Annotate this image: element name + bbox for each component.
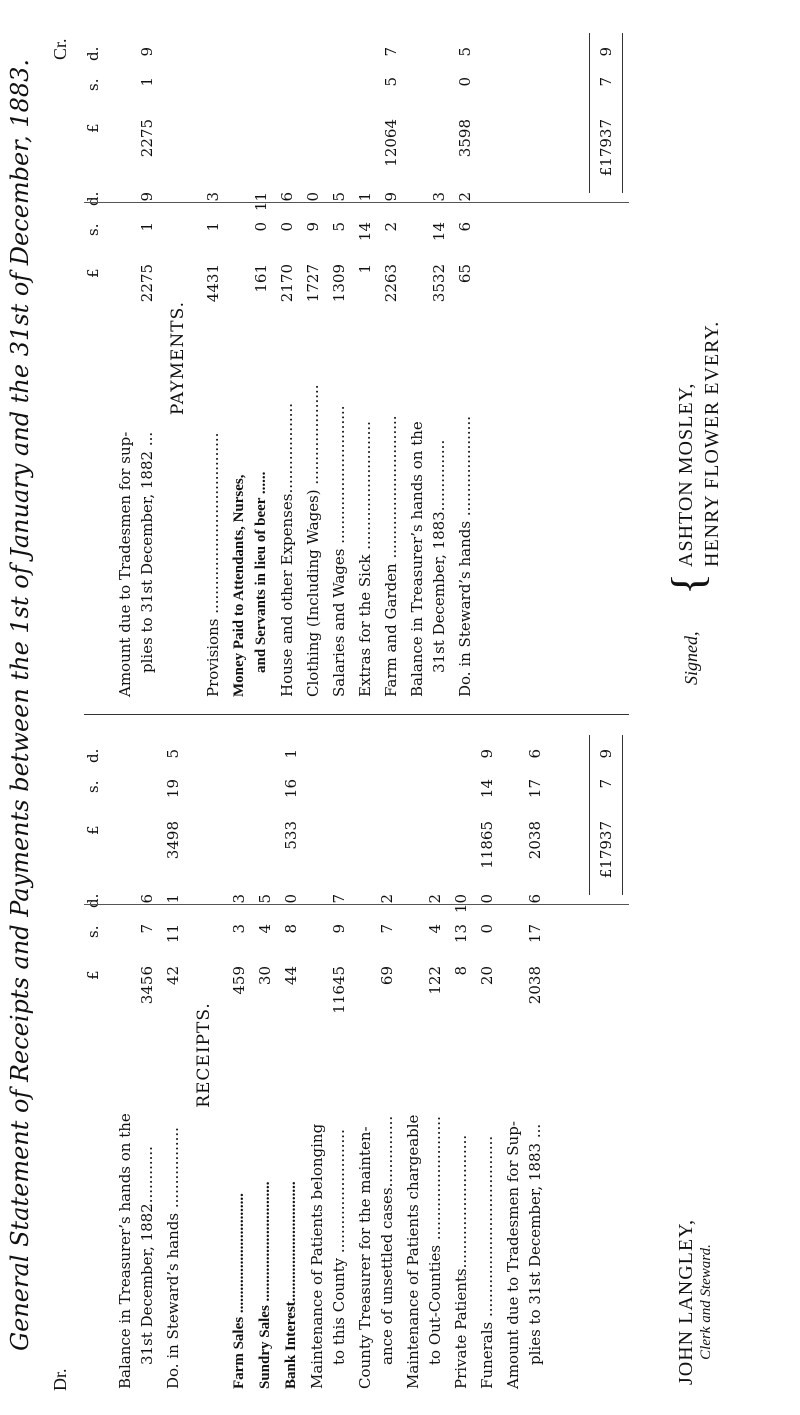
item-amount: 3532: [430, 264, 448, 303]
item-amount: 9: [304, 222, 322, 232]
clerk-name: JOHN LANGLEY,: [675, 1219, 697, 1385]
receipts-row: [402, 715, 446, 1395]
item-amount: 42: [164, 966, 182, 986]
item-amount: 14: [356, 222, 374, 242]
item-amount: 0: [252, 222, 270, 232]
row-label: Amount due to Tradesmen for sup-: [116, 431, 134, 697]
item-amount: 7: [138, 924, 156, 934]
page-title: General Statement of Receipts and Payments between the 1st of January and the 31st of December, 1883.: [6, 58, 34, 1352]
row-label: Clothing (Including Wages) .....................: [304, 384, 322, 697]
subtotal-amount: 0: [456, 77, 474, 87]
row-label: Extras for the Sick ...........................: [356, 421, 374, 697]
row-label: Amount due to Tradesmen for Sup-: [504, 1121, 522, 1389]
receipts-row: [162, 715, 184, 1395]
total-amount: £17937: [597, 821, 615, 879]
receipts-c1-d-heading: d.: [84, 893, 102, 908]
row-label-continued: and Servants in lieu of beer ......: [253, 471, 269, 673]
item-amount: 122: [426, 966, 444, 995]
subtotal-amount: 5: [382, 77, 400, 87]
item-amount: 9: [330, 924, 348, 934]
item-amount: 4: [256, 924, 274, 934]
payments-total-underline: [622, 33, 623, 193]
signatory-1: ASHTON MOSLEY,: [675, 382, 697, 567]
receipts-c2-d-heading: d.: [84, 748, 102, 763]
item-amount: 2: [456, 192, 474, 202]
item-amount: 1: [138, 222, 156, 232]
receipts-c2-pound-heading: £: [84, 825, 102, 835]
payments-row: [202, 13, 224, 703]
payments-row: [380, 13, 402, 703]
item-amount: 30: [256, 966, 274, 986]
item-amount: 5: [256, 894, 274, 904]
receipts-row: [114, 715, 158, 1395]
payments-c2-d-heading: d.: [84, 46, 102, 61]
row-label-continued: plies to 31st December, 1883 ...: [526, 1123, 544, 1365]
payments-total-rule: [589, 33, 590, 193]
row-label: Provisions ......................................: [204, 432, 222, 697]
subtotal-amount: 11865: [478, 821, 496, 869]
row-label-continued: plies to 31st December, 1882 ...: [138, 431, 156, 673]
receipts-total-underline: [622, 735, 623, 895]
item-amount: 1: [204, 222, 222, 232]
item-amount: 69: [378, 966, 396, 986]
receipts-column-header: [84, 715, 110, 1395]
row-label: Farm Sales ................................: [231, 1193, 247, 1389]
item-amount: 2: [426, 894, 444, 904]
subtotal-amount: 2038: [526, 821, 544, 860]
item-amount: 3: [230, 894, 248, 904]
payments-row: [276, 13, 298, 703]
item-amount: 3456: [138, 966, 156, 1005]
item-amount: 0: [478, 924, 496, 934]
receipts-total: [594, 715, 618, 1395]
item-amount: 11: [164, 924, 182, 944]
item-amount: 1: [356, 264, 374, 274]
signed-label: Signed,: [681, 631, 701, 685]
receipts-c2-s-heading: s.: [84, 780, 102, 793]
receipts-column-rule: [84, 904, 629, 905]
subtotal-amount: 14: [478, 779, 496, 799]
row-label: Do. in Steward’s hands .....................: [456, 416, 474, 697]
row-label: House and other Expenses...................: [278, 402, 296, 697]
payments-total: [594, 13, 618, 703]
row-label-continued: 31st December, 1883...............: [430, 439, 448, 673]
item-amount: 6: [138, 894, 156, 904]
subtotal-amount: 533: [282, 821, 300, 850]
item-amount: 1309: [330, 264, 348, 303]
payments-row: [454, 13, 476, 703]
receipts-c1-s-heading: s.: [84, 925, 102, 938]
item-amount: 0: [304, 192, 322, 202]
payments-c2-pound-heading: £: [84, 123, 102, 133]
item-amount: 65: [456, 264, 474, 284]
payments-row: [114, 13, 158, 703]
receipts-row: [476, 715, 498, 1395]
receipts-row: [502, 715, 546, 1395]
payments-column-header: [84, 13, 110, 703]
subtotal-amount: 5: [164, 749, 182, 759]
row-label-continued: 31st December, 1882............: [138, 1146, 156, 1365]
row-label: Do. in Steward’s hands .................: [164, 1127, 182, 1389]
item-amount: 6: [278, 192, 296, 202]
clerk-role: Clerk and Steward.: [698, 1244, 714, 1360]
item-amount: 459: [230, 966, 248, 995]
subtotal-amount: 1: [138, 77, 156, 87]
payments-column-rule: [84, 202, 629, 203]
item-amount: 1727: [304, 264, 322, 303]
payments-row: [228, 13, 272, 703]
row-label: Sundry Sales ................................: [257, 1181, 273, 1389]
item-amount: 6: [456, 222, 474, 232]
receipts-section-heading: RECEIPTS.: [194, 1002, 214, 1108]
item-amount: 5: [330, 192, 348, 202]
item-amount: 2275: [138, 264, 156, 303]
total-amount: £17937: [597, 119, 615, 177]
item-amount: 0: [282, 894, 300, 904]
item-amount: 3: [430, 192, 448, 202]
row-label: Funerals ......................................: [478, 1135, 496, 1389]
item-amount: 9: [382, 192, 400, 202]
item-amount: 11: [252, 192, 270, 212]
item-amount: 17: [526, 924, 544, 944]
payments-row: [354, 13, 376, 703]
receipts-total-rule: [589, 735, 590, 895]
subtotal-amount: 5: [456, 47, 474, 57]
receipts-row: [450, 715, 472, 1395]
item-amount: 13: [452, 924, 470, 944]
item-amount: 161: [252, 264, 270, 293]
row-label: Private Patients............................: [452, 1134, 470, 1389]
item-amount: 9: [138, 192, 156, 202]
item-amount: 4: [426, 924, 444, 934]
row-label-continued: to Out-Counties ..........................: [426, 1116, 444, 1365]
row-label: Farm and Garden ..............................: [382, 415, 400, 697]
receipts-row: [306, 715, 350, 1395]
debit-label: Dr.: [50, 1368, 70, 1391]
item-amount: 14: [430, 222, 448, 242]
item-amount: 0: [278, 222, 296, 232]
item-amount: 7: [378, 924, 396, 934]
clerk-signature: [675, 1219, 715, 1385]
item-amount: 10: [452, 894, 470, 914]
receipts-c1-pound-heading: £: [84, 970, 102, 980]
item-amount: 0: [478, 894, 496, 904]
payments-row: [302, 13, 324, 703]
item-amount: 8: [452, 966, 470, 976]
subtotal-amount: 3598: [456, 119, 474, 158]
receipts-row: [228, 715, 250, 1395]
total-amount: 9: [597, 47, 615, 57]
subtotal-amount: 9: [478, 749, 496, 759]
subtotal-amount: 9: [138, 47, 156, 57]
item-amount: 3: [230, 924, 248, 934]
row-label: Maintenance of Patients belonging: [308, 1123, 326, 1389]
item-amount: 2170: [278, 264, 296, 303]
row-label: Salaries and Wages .............................: [330, 405, 348, 697]
row-label: Balance in Treasurer’s hands on the: [116, 1113, 134, 1389]
payments-c2-s-heading: s.: [84, 78, 102, 91]
row-label: Balance in Treasurer’s hands on the: [408, 421, 426, 697]
payments-row: [406, 13, 450, 703]
signature-brace: {: [662, 572, 713, 595]
item-amount: 8: [282, 924, 300, 934]
receipts-row: [280, 715, 302, 1395]
payments-c1-pound-heading: £: [84, 268, 102, 278]
payments-c1-s-heading: s.: [84, 223, 102, 236]
item-amount: 1: [356, 192, 374, 202]
receipts-panel: [84, 714, 629, 1395]
item-amount: 4431: [204, 264, 222, 303]
row-label-continued: to this County ..........................: [330, 1129, 348, 1365]
item-amount: 3: [204, 192, 222, 202]
item-amount: 44: [282, 966, 300, 986]
item-amount: 2: [378, 894, 396, 904]
total-amount: 9: [597, 749, 615, 759]
receipts-row: [354, 715, 398, 1395]
payments-section-heading: PAYMENTS.: [168, 300, 188, 416]
row-label: Bank Interest................................: [283, 1181, 299, 1389]
subtotal-amount: 1: [282, 749, 300, 759]
subtotal-amount: 2275: [138, 119, 156, 158]
item-amount: 5: [330, 222, 348, 232]
subtotal-amount: 3498: [164, 821, 182, 860]
subtotal-amount: 17: [526, 779, 544, 799]
payments-c1-d-heading: d.: [84, 191, 102, 206]
credit-label: Cr.: [50, 38, 70, 60]
signatory-2: HENRY FLOWER EVERY.: [701, 320, 723, 567]
total-amount: 7: [597, 779, 615, 789]
subtotal-amount: 19: [164, 779, 182, 799]
payments-row: [328, 13, 350, 703]
row-label: Maintenance of Patients chargeable: [404, 1114, 422, 1389]
receipts-row: [254, 715, 276, 1395]
subtotal-amount: 7: [382, 47, 400, 57]
subtotal-amount: 16: [282, 779, 300, 799]
total-amount: 7: [597, 77, 615, 87]
row-label: County Treasurer for the mainten-: [356, 1126, 374, 1389]
row-label-continued: ance of unsettled cases...............: [378, 1115, 396, 1365]
item-amount: 20: [478, 966, 496, 986]
subtotal-amount: 12064: [382, 119, 400, 167]
payments-panel: [84, 13, 629, 703]
item-amount: 2038: [526, 966, 544, 1005]
item-amount: 2: [382, 222, 400, 232]
item-amount: 11645: [330, 966, 348, 1014]
item-amount: 1: [164, 894, 182, 904]
subtotal-amount: 6: [526, 749, 544, 759]
row-label: Money Paid to Attendants, Nurses,: [231, 474, 247, 697]
item-amount: 2263: [382, 264, 400, 303]
item-amount: 6: [526, 894, 544, 904]
item-amount: 7: [330, 894, 348, 904]
